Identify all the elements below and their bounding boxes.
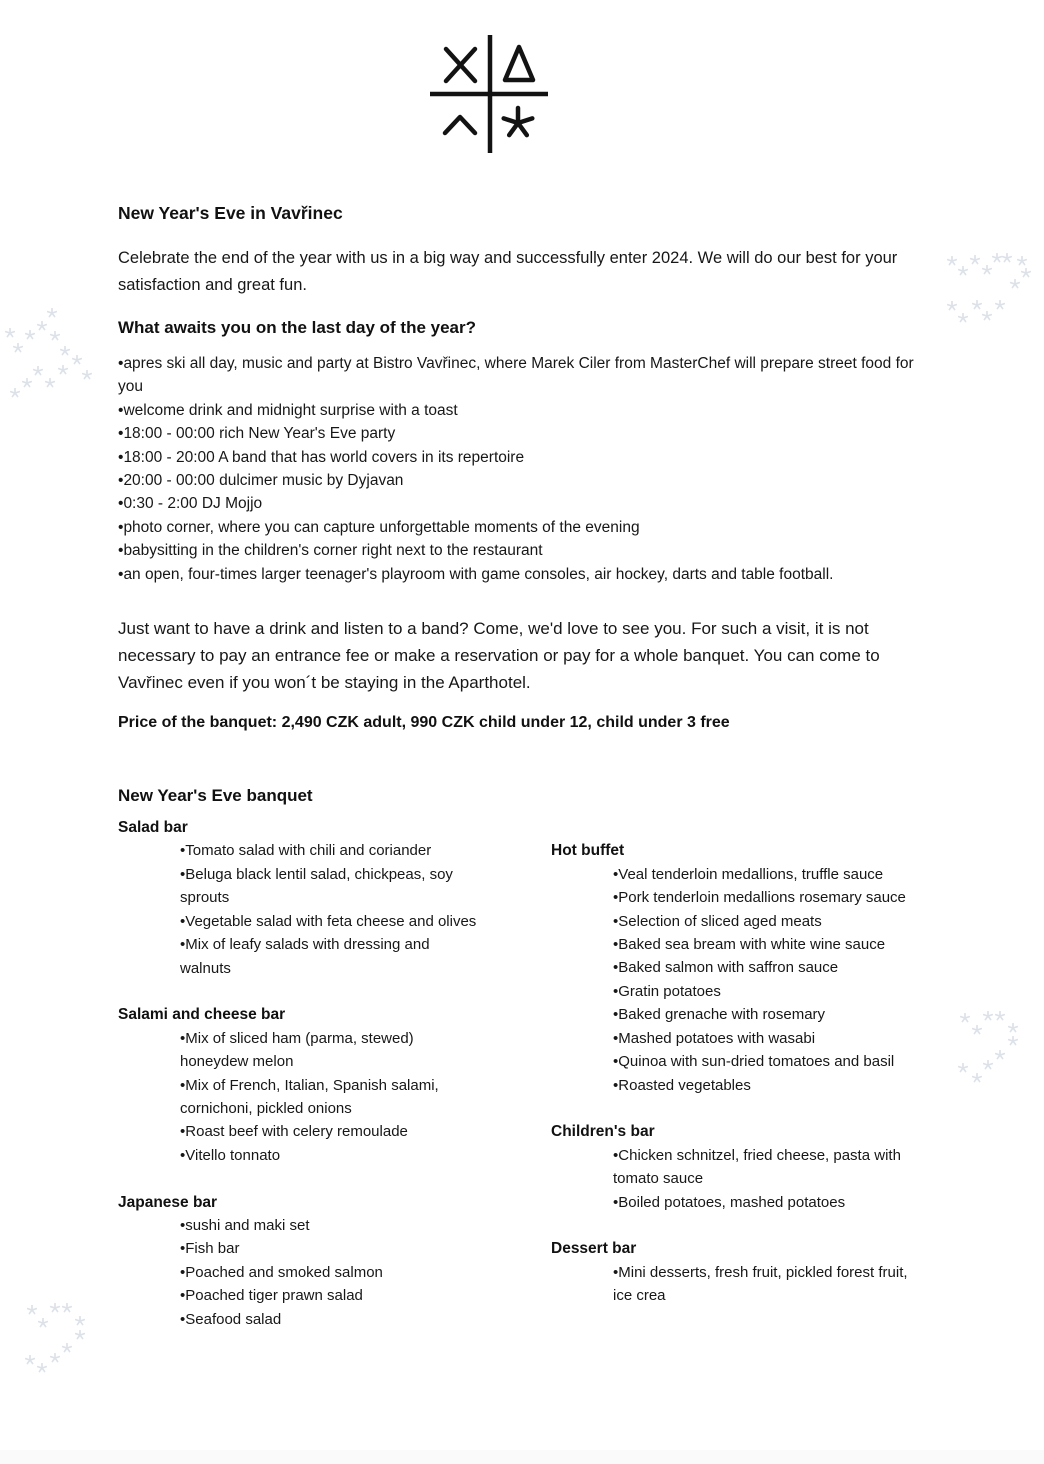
logo-chevron-symbol: [445, 117, 475, 133]
menu-item: • Poached tiger prawn salad: [180, 1284, 480, 1307]
snowflake-icon: [958, 1060, 968, 1070]
menu-heading: Salami and cheese bar: [118, 1006, 286, 1024]
menu-heading: Salad bar: [118, 819, 188, 837]
list-item: • an open, four-times larger teenager's playroom with game consoles, air hockey, darts and table football.: [118, 563, 922, 586]
logo-asterisk-symbol: [504, 108, 533, 135]
snowflake-icon: [50, 1350, 60, 1360]
snowflake-icon: [62, 1340, 72, 1350]
snowflake-icon: [995, 1008, 1005, 1018]
snowflake-icon: [1010, 276, 1020, 286]
menu-item: • Boiled potatoes, mashed potatoes: [613, 1191, 925, 1214]
menu-columns: [118, 816, 922, 1354]
snowflake-icon: [947, 253, 957, 263]
program-bullet-list: [118, 352, 922, 586]
snowflake-icon: [50, 1300, 60, 1310]
menu-item-list: [180, 1027, 480, 1167]
menu-item: • Roasted vegetables: [613, 1074, 925, 1097]
snowflake-icon: [1002, 250, 1012, 260]
menu-item: • Vegetable salad with feta cheese and olives: [180, 910, 480, 933]
snowflake-icon: [13, 340, 23, 350]
intro-paragraph: Celebrate the end of the year with us in a big way and successfully enter 2024. We will do our best for your satisfaction and great fun.: [118, 249, 898, 294]
list-item: • babysitting in the children's corner right next to the restaurant: [118, 539, 922, 562]
list-item: • 18:00 - 20:00 A band that has world covers in its repertoire: [118, 446, 922, 469]
snowflake-icon: [995, 1047, 1005, 1057]
logo-x-symbol: [446, 49, 475, 81]
menu-item-list: [180, 839, 480, 979]
menu-item-list: [613, 1261, 925, 1308]
page-title: New Year's Eve in Vavřinec: [118, 203, 343, 223]
snowflake-icon: [50, 328, 60, 338]
menu-item: • Seafood salad: [180, 1308, 480, 1331]
snowflake-icon: [38, 1315, 48, 1325]
menu-item: • Vitello tonnato: [180, 1144, 480, 1167]
snowflake-icon: [982, 262, 992, 272]
snowflake-icon: [22, 375, 32, 385]
list-item: • 0:30 - 2:00 DJ Mojjo: [118, 492, 922, 515]
closing-paragraph: Just want to have a drink and listen to a band? Come, we'd love to see you. For such a visit, it is not necessary to pay an entrance fee or make a reservation or pay for a whole banquet. You can come to Vavřinec even if you won´t be staying in the Aparthotel.: [118, 619, 880, 693]
menu-section-childrens-bar: [551, 1120, 922, 1214]
menu-item: • Baked sea bream with white wine sauce: [613, 933, 925, 956]
snowflake-icon: [75, 1327, 85, 1337]
next-section-band: [0, 1450, 1044, 1464]
snowflake-icon: [72, 352, 82, 362]
list-item: • welcome drink and midnight surprise with a toast: [118, 399, 922, 422]
snowflake-icon: [1008, 1020, 1018, 1030]
menu-item: • Beluga black lentil salad, chickpeas, soy sprouts: [180, 863, 480, 910]
snowflake-icon: [37, 1360, 47, 1370]
snowflake-icon: [972, 297, 982, 307]
menu-item-list: [613, 863, 925, 1097]
menu-item: • Baked salmon with saffron sauce: [613, 956, 925, 979]
menu-heading: Japanese bar: [118, 1193, 218, 1211]
list-item: • photo corner, where you can capture unforgettable moments of the evening: [118, 516, 922, 539]
menu-column-left: [118, 816, 480, 1354]
menu-section-salami-cheese-bar: [118, 1003, 480, 1167]
menu-section-dessert-bar: [551, 1237, 922, 1307]
snowflake-icon: [62, 1300, 72, 1310]
menu-item: • Baked grenache with rosemary: [613, 1003, 925, 1026]
section-subtitle: What awaits you on the last day of the year?: [118, 318, 477, 337]
menu-item: • Mix of leafy salads with dressing and walnuts: [180, 933, 480, 980]
snowflake-icon: [995, 297, 1005, 307]
list-item: • 20:00 - 00:00 dulcimer music by Dyjavan: [118, 469, 922, 492]
list-item: • 18:00 - 00:00 rich New Year's Eve party: [118, 422, 922, 445]
menu-item: • Selection of sliced aged meats: [613, 910, 925, 933]
snowflake-icon: [25, 1352, 35, 1362]
list-item: • apres ski all day, music and party at Bistro Vavřinec, where Marek Ciler from MasterChef will prepare street food for you: [118, 352, 922, 399]
snowflake-icon: [47, 305, 57, 315]
snowflake-icon: [972, 1070, 982, 1080]
snowflake-icon: [970, 252, 980, 262]
snowflake-icon: [82, 367, 92, 377]
snowflake-icon: [960, 1010, 970, 1020]
menu-heading: Dessert bar: [551, 1240, 637, 1258]
menu-item: • Gratin potatoes: [613, 980, 925, 1003]
logo-triangle-symbol: [505, 47, 533, 80]
snowflake-icon: [75, 1313, 85, 1323]
snowflake-icon: [958, 263, 968, 273]
snowflake-icon: [27, 1302, 37, 1312]
menu-item: • Mini desserts, fresh fruit, pickled forest fruit, ice crea: [613, 1261, 925, 1308]
snowflake-icon: [992, 250, 1002, 260]
snowflake-icon: [1017, 253, 1027, 263]
menu-heading: Children's bar: [551, 1123, 655, 1141]
banquet-title: New Year's Eve banquet: [118, 786, 313, 806]
menu-item: • Mashed potatoes with wasabi: [613, 1027, 925, 1050]
banquet-section: [118, 785, 922, 1354]
snowflake-icon: [60, 343, 70, 353]
snowflake-icon: [45, 375, 55, 385]
snowflake-icon: [25, 327, 35, 337]
snowflake-icon: [972, 1022, 982, 1032]
main-content: [118, 203, 922, 1354]
menu-item-list: [180, 1214, 480, 1331]
menu-heading: Hot buffet: [551, 842, 625, 860]
snowflake-icon: [5, 325, 15, 335]
bistro-vavrinec-logo: [430, 35, 548, 153]
menu-item-list: [613, 1144, 925, 1214]
snowflake-icon: [983, 1008, 993, 1018]
snowflake-icon: [10, 385, 20, 395]
menu-section-hot-buffet: [551, 839, 922, 1096]
menu-item: • Tomato salad with chili and coriander: [180, 839, 480, 862]
logo-icon: [430, 35, 548, 153]
menu-section-salad-bar: [118, 816, 480, 980]
menu-item: • Mix of French, Italian, Spanish salami, cornichoni, pickled onions: [180, 1074, 480, 1121]
snowflake-icon: [958, 310, 968, 320]
snowflake-icon: [58, 362, 68, 372]
menu-item: • Veal tenderloin medallions, truffle sauce: [613, 863, 925, 886]
snowflake-icon: [1008, 1033, 1018, 1043]
snowflake-icon: [33, 363, 43, 373]
menu-item: • Pork tenderloin medallions rosemary sauce: [613, 886, 925, 909]
menu-item: • Poached and smoked salmon: [180, 1261, 480, 1284]
menu-item: • Mix of sliced ham (parma, stewed) honeydew melon: [180, 1027, 480, 1074]
snowflake-icon: [983, 1057, 993, 1067]
menu-item: • Quinoa with sun-dried tomatoes and basil: [613, 1050, 925, 1073]
menu-item: • sushi and maki set: [180, 1214, 480, 1237]
menu-item: • Fish bar: [180, 1237, 480, 1260]
snowflake-icon: [37, 318, 47, 328]
price-line: Price of the banquet: 2,490 CZK adult, 990 CZK child under 12, child under 3 free: [118, 714, 730, 732]
menu-item: • Roast beef with celery remoulade: [180, 1120, 480, 1143]
snowflake-icon: [1021, 265, 1031, 275]
menu-column-right: [551, 816, 922, 1354]
snowflake-icon: [947, 298, 957, 308]
menu-section-japanese-bar: [118, 1191, 480, 1331]
snowflake-icon: [982, 308, 992, 318]
menu-item: • Chicken schnitzel, fried cheese, pasta with tomato sauce: [613, 1144, 925, 1191]
